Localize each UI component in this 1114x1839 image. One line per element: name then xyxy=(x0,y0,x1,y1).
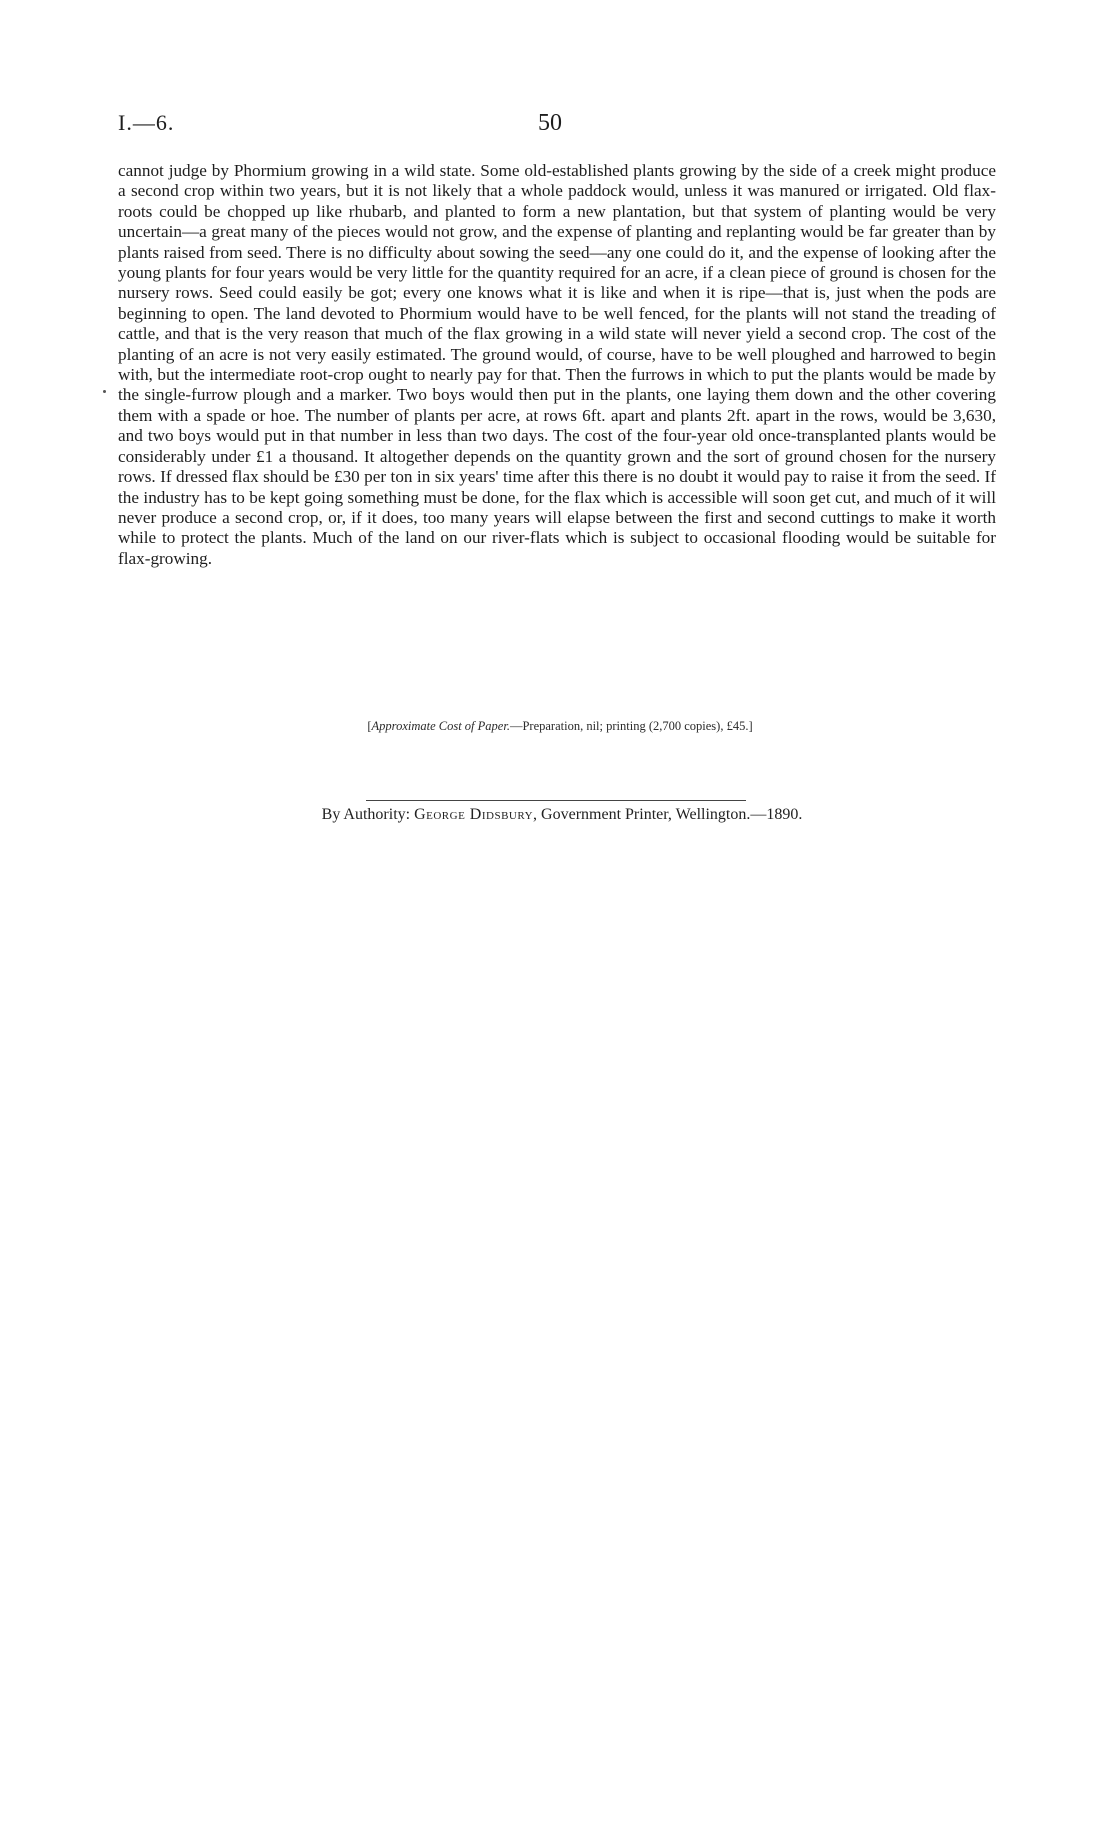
cost-note-details: —Preparation, nil; printing (2,700 copies), £45. xyxy=(509,719,749,733)
cost-note-label: Approximate Cost of Paper. xyxy=(371,719,510,733)
page-number: 50 xyxy=(538,110,562,136)
imprint-prefix: By Authority: xyxy=(321,806,411,823)
cost-of-paper-note xyxy=(0,719,1114,734)
imprint-suffix: , Government Printer, Wellington.—1890. xyxy=(533,806,803,823)
imprint-printer-name: George Didsbury xyxy=(414,806,534,823)
document-reference: I.—6. xyxy=(118,110,175,135)
cost-note-open-bracket: [ xyxy=(367,719,372,733)
margin-mark xyxy=(103,390,106,393)
cost-note-close-bracket: ] xyxy=(748,719,753,733)
printer-imprint xyxy=(0,806,1114,824)
body-paragraph: cannot judge by Phormium growing in a wild state. Some old-established plants growing by the side of a creek might produce a second crop within two years, but it is not likely that a whole paddock would, unless it was manured or irrigated. Old flax-roots could be chopped up like rhubarb, and planted to form a new plantation, but that system of planting would be very uncertain—a great many of the pieces would not grow, and the expense of planting and replanting would be far greater than by plants raised from seed. There is no difficulty about sowing the seed—any one could do it, and the expense of looking after the young plants for four years would be very little for the quantity required for an acre, if a clean piece of ground is chosen for the nursery rows. Seed could easily be got; every one knows what it is like and when it is ripe—that is, just when the pods are beginning to open. The land devoted to Phormium would have to be well fenced, for the plants will not stand the treading of cattle, and that is the very reason that much of the flax growing in a wild state will never yield a second crop. The cost of the planting of an acre is not very easily estimated. The ground would, of course, have to be well ploughed and harrowed to begin with, but the intermediate root-crop ought to nearly pay for that. Then the furrows in which to put the plants would be made by the single-furrow plough and a marker. Two boys would then put in the plants, one laying them down and the other covering them with a spade or hoe. The number of plants per acre, at rows 6ft. apart and plants 2ft. apart in the rows, would be 3,630, and two boys would put in that number in less than two days. The cost of the four-year old once-transplanted plants would be considerably under £1 a thousand. It altogether depends on the quantity grown and the sort of ground chosen for the nursery rows. If dressed flax should be £30 per ton in six years' time after this there is no doubt it would pay to raise it from the seed. If the industry has to be kept going something must be done, for the flax which is accessible will soon get cut, and much of it will never produce a second crop, or, if it does, too many years will elapse between the first and second cuttings to make it worth while to protect the plants. Much of the land on our river-flats which is subject to occasional flooding would be suitable for flax-growing. xyxy=(118,161,996,568)
divider-rule xyxy=(366,800,746,801)
page-header xyxy=(118,110,998,140)
